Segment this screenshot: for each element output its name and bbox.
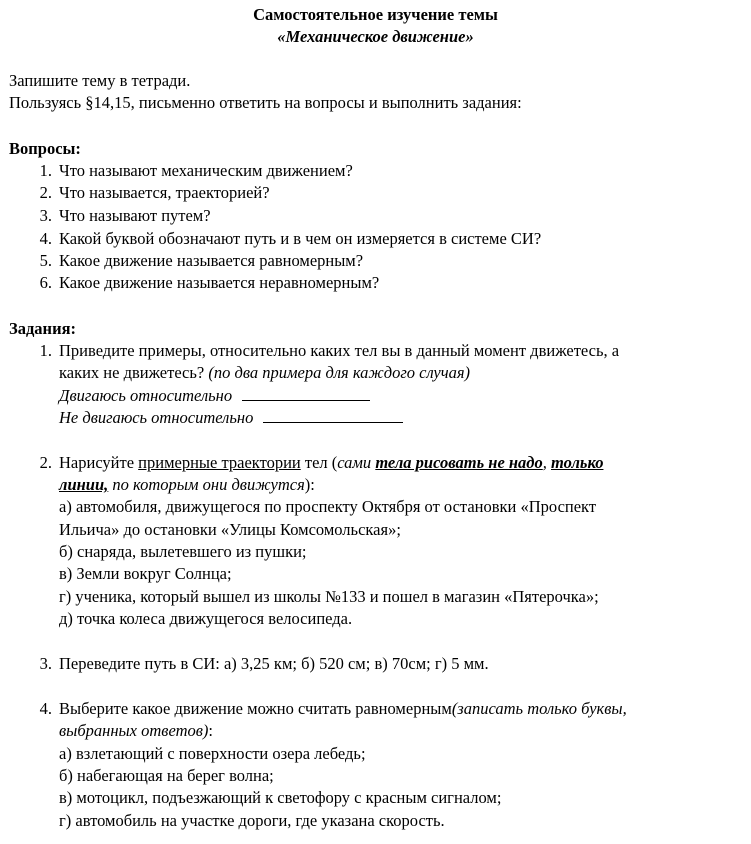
task-2-emphasis-lines: линии,	[59, 475, 109, 494]
task-4-text-a: Выберите какое движение можно считать равномерным	[59, 699, 452, 718]
question-number: 3.	[39, 206, 52, 225]
task-1-line-1: Приведите примеры, относительно каких тел вы в данный момент движетесь, а	[59, 341, 620, 360]
task-2-comma: ,	[542, 453, 547, 472]
task-1-number: 1.	[39, 341, 52, 360]
question-number: 2.	[39, 183, 52, 202]
task-4-item: а) взлетающий с поверхности озера лебедь;	[59, 744, 366, 763]
task-2-number: 2.	[39, 453, 52, 472]
task-2-item: г) ученика, который вышел из школы №133 и пошел в магазин «Пятерочка»;	[59, 587, 599, 606]
task-4-item: б) набегающая на берег волна;	[59, 766, 274, 785]
task-2-item: д) точка колеса движущегося велосипеда.	[59, 609, 353, 628]
task-4-number: 4.	[39, 699, 52, 718]
task-2-line-1	[59, 453, 603, 473]
task-1-answer-static	[59, 408, 403, 428]
task-4-line-1	[59, 699, 627, 719]
page-title: Самостоятельное изучение темы	[253, 5, 498, 24]
task-4-line-2	[59, 721, 213, 741]
answer-moving-label: Двигаюсь относительно	[59, 386, 233, 405]
task-1-note: (по два примера для каждого случая)	[208, 363, 471, 382]
task-2-emphasis-bodies: тела рисовать не надо	[375, 453, 543, 472]
task-4-item: г) автомобиль на участке дороги, где указана скорость.	[59, 811, 445, 830]
task-2-item: Ильича» до остановки «Улицы Комсомольская»;	[59, 520, 401, 539]
task-3-text: Переведите путь в СИ: а) 3,25 км; б) 520 см; в) 70см; г) 5 мм.	[59, 654, 489, 673]
task-4-note-b: выбранных ответов)	[59, 721, 209, 740]
task-2-item: а) автомобиля, движущегося по проспекту Октября от остановки «Проспект	[59, 497, 597, 516]
question-number: 5.	[39, 251, 52, 270]
task-4-item: в) мотоцикл, подъезжающий к светофору с красным сигналом;	[59, 788, 502, 807]
task-2-text-motion: по которым они движутся	[112, 475, 305, 494]
task-2-text-d: сами	[337, 453, 372, 472]
task-3-number: 3.	[39, 654, 52, 673]
question-text: Какое движение называется равномерным?	[59, 251, 364, 270]
question-text: Что называют механическим движением?	[59, 161, 353, 180]
question-text: Что называют путем?	[59, 206, 211, 225]
question-text: Что называется, траекторией?	[59, 183, 270, 202]
task-2-item: б) снаряда, вылетевшего из пушки;	[59, 542, 307, 561]
task-1-question: каких не движетесь?	[59, 363, 205, 382]
task-2-item: в) Земли вокруг Солнца;	[59, 564, 232, 583]
question-text: Какое движение называется неравномерным?	[59, 273, 380, 292]
answer-static-label: Не двигаюсь относительно	[59, 408, 254, 427]
answer-moving-blank[interactable]	[242, 399, 370, 401]
question-number: 1.	[39, 161, 52, 180]
task-2-emphasis-only: только	[551, 453, 604, 472]
intro-line-1: Запишите тему в тетради.	[9, 71, 191, 90]
answer-static-blank[interactable]	[263, 421, 403, 423]
questions-heading: Вопросы:	[9, 139, 81, 158]
intro-line-2: Пользуясь §14,15, письменно ответить на вопросы и выполнить задания:	[9, 93, 522, 112]
tasks-heading: Задания:	[9, 319, 76, 338]
task-2-text-close: ):	[304, 475, 315, 494]
question-text: Какой буквой обозначают путь и в чем он измеряется в системе СИ?	[59, 229, 542, 248]
question-number: 6.	[39, 273, 52, 292]
task-2-line-2	[59, 475, 315, 495]
task-1-answer-moving	[59, 386, 370, 406]
question-number: 4.	[39, 229, 52, 248]
task-1-line-2	[59, 363, 470, 383]
task-4-colon: :	[208, 721, 213, 740]
task-4-note-a: (записать только буквы,	[451, 699, 627, 718]
task-2-approx-trajectories: примерные траектории	[138, 453, 301, 472]
task-2-text-c: тел (	[304, 453, 338, 472]
task-2-text-a: Нарисуйте	[59, 453, 135, 472]
page-subtitle: «Механическое движение»	[277, 27, 474, 46]
